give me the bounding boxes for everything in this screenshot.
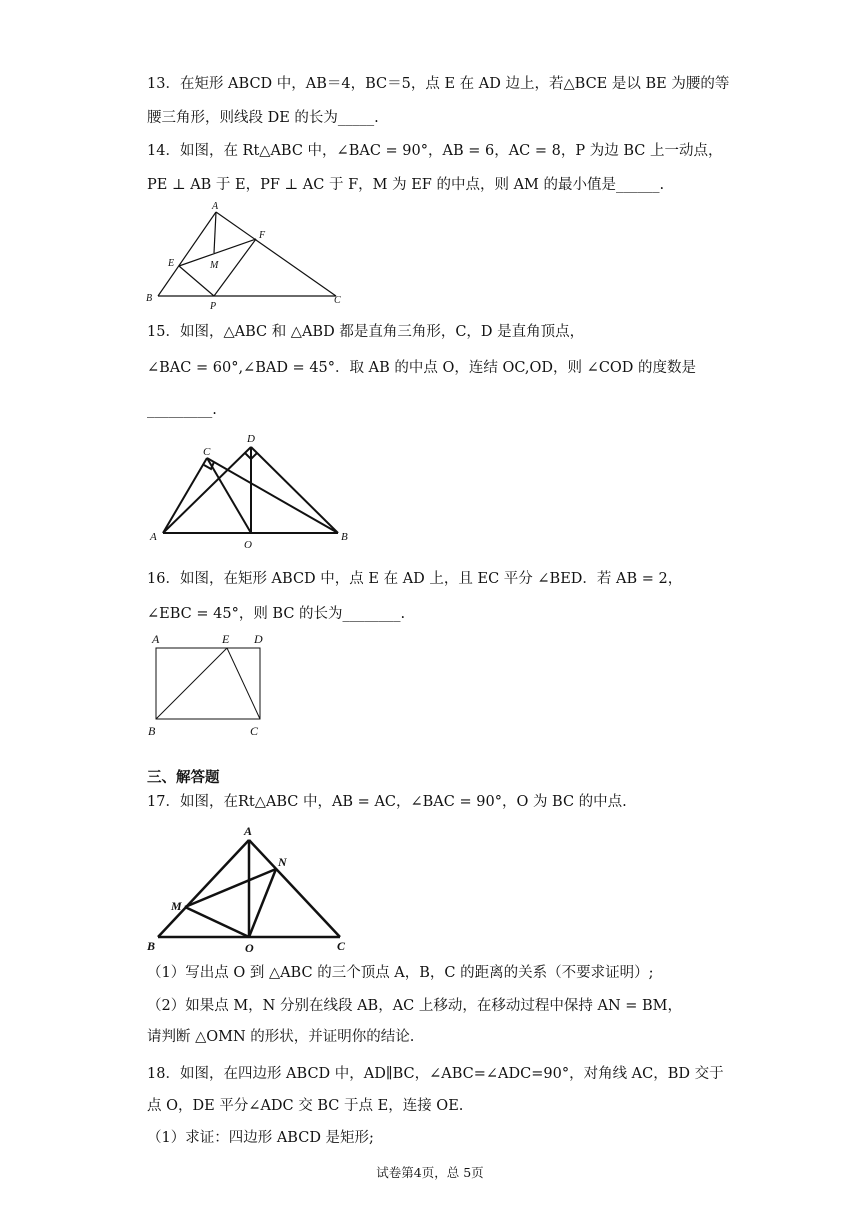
q17-line1: 17．如图，在Rt△ABC 中，AB = AC，∠BAC = 90°，O 为 BC 的中点. (147, 794, 627, 810)
q15-label-d: D (247, 433, 255, 445)
q14-line1: 14．如图，在 Rt△ABC 中，∠BAC = 90°，AB = 6，AC = 8，P 为边 BC 上一动点， (147, 143, 723, 159)
q14-label-m: M (210, 260, 219, 271)
q14-label-a: A (212, 201, 219, 212)
q17-part2a: （2）如果点 M，N 分别在线段 AB，AC 上移动，在移动过程中保持 AN = BM， (147, 998, 683, 1014)
q18-part1: （1）求证：四边形 ABCD 是矩形; (147, 1130, 374, 1146)
q16-label-a: A (152, 632, 160, 646)
q17-label-n: N (278, 855, 287, 869)
q16-line2: ∠EBC = 45°，则 BC 的长为________. (147, 606, 406, 622)
q15-label-c: C (203, 446, 211, 458)
q17-label-a: A (244, 824, 253, 838)
q15-label-o: O (244, 539, 252, 551)
q18-line1: 18．如图，在四边形 ABCD 中，AD∥BC，∠ABC=∠ADC=90°，对角线 AC，BD 交于 (147, 1066, 724, 1082)
q14-label-f: F (259, 230, 266, 241)
q17-part2b: 请判断 △OMN 的形状，并证明你的结论. (147, 1029, 415, 1045)
q13-line2: 腰三角形，则线段 DE 的长为_____. (147, 110, 379, 126)
page-footer: 试卷第4页，总 5页 (376, 1165, 484, 1180)
q13-line1: 13．在矩形 ABCD 中，AB＝4，BC＝5，点 E 在 AD 边上，若△BCE 是以 BE 为腰的等 (147, 76, 730, 92)
q17-label-b: B (147, 939, 156, 953)
q14-label-c: C (334, 295, 341, 306)
q17-part1: （1）写出点 O 到 △ABC 的三个顶点 A，B，C 的距离的关系（不要求证明）; (147, 965, 654, 981)
q14-label-e: E (168, 258, 175, 269)
q16-line1: 16．如图，在矩形 ABCD 中，点 E 在 AD 上，且 EC 平分 ∠BED．若 AB = 2， (147, 571, 683, 587)
q16-label-e: E (222, 632, 230, 646)
q15-label-b: B (341, 531, 348, 543)
q18-line2: 点 O，DE 平分∠ADC 交 BC 于点 E，连接 OE. (147, 1098, 464, 1114)
q15-label-a: A (150, 531, 157, 543)
q17-label-c: C (337, 939, 346, 953)
q16-label-c: C (250, 724, 259, 738)
q15-line1: 15．如图，△ABC 和 △ABD 都是直角三角形，C，D 是直角顶点， (147, 324, 585, 340)
q16-label-d: D (254, 632, 263, 646)
section-heading: 三、解答题 (147, 769, 220, 786)
q14-line2: PE ⊥ AB 于 E，PF ⊥ AC 于 F，M 为 EF 的中点，则 AM 的最小值是______. (147, 177, 665, 193)
q17-label-o: O (245, 941, 254, 955)
q16-label-b: B (148, 724, 156, 738)
q17-label-m: M (171, 899, 182, 913)
q15-line2: ∠BAC = 60°,∠BAD = 45°．取 AB 的中点 O，连结 OC,OD，则 ∠COD 的度数是 (147, 360, 697, 376)
q15-line3: _________. (147, 402, 217, 418)
q14-label-b: B (146, 293, 153, 304)
q14-label-p: P (210, 301, 217, 312)
